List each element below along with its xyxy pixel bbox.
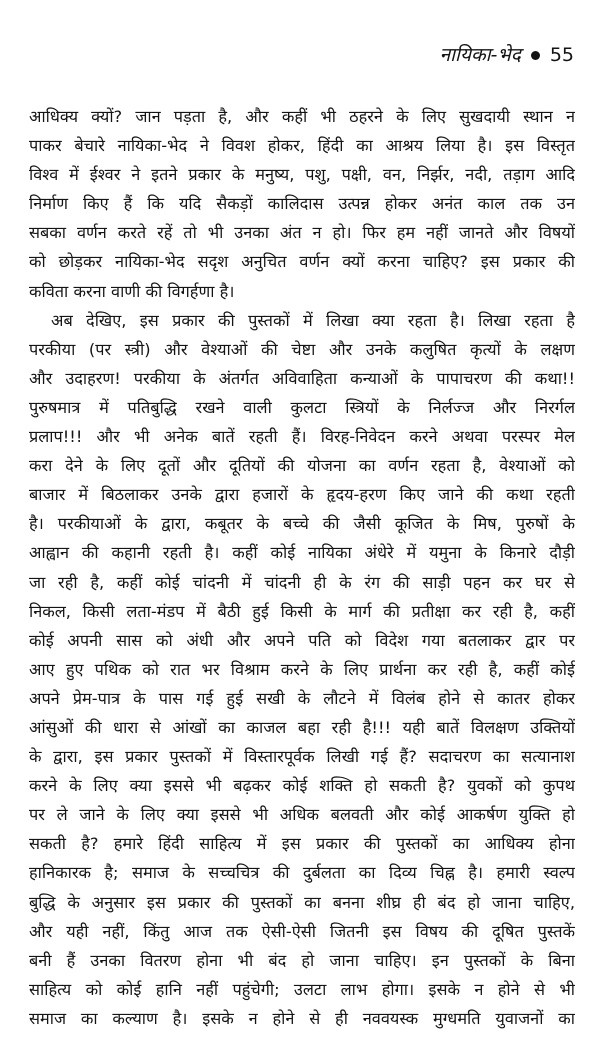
text-line: साहित्य को कोई हानि नहीं पहुंचेगी; उलटा लाभ होगा। इसके न होने से भी [29, 979, 575, 999]
text-line: है। परकीयाओं के द्वारा, कबूतर के बच्चे की जैसी कूजित के मिष, पुरुषों के [29, 514, 575, 534]
bullet-separator [531, 51, 540, 60]
text-line: आह्वान की कहानी रहती है। कहीं कोई नायिका अंधेरे में यमुना के किनारे दौड़ी [29, 543, 575, 563]
text-line: बनी हैं उनका वितरण होना भी बंद हो जाना चाहिए। इन पुस्तकों के बिना [29, 950, 575, 970]
text-line: आधिक्य क्यों? जान पड़ता है, और कहीं भी ठहरने के लिए सुखदायी स्थान न [29, 107, 575, 126]
text-line: पाकर बेचारे नायिका-भेद ने विवश होकर, हिंदी का आश्रय लिया है। इस विस्तृत [29, 136, 575, 156]
text-line: को छोड़कर नायिका-भेद सदृश अनुचित वर्णन क्यों करना चाहिए? इस प्रकार की [29, 252, 575, 272]
text-line: पर ले जाने के लिए क्या इससे भी अधिक बलवती और कोई आकर्षण युक्ति हो [29, 805, 575, 825]
text-line: अपने प्रेम-पात्र के पास गई हुई सखी के लौटने में विलंब होने से कातर होकर [29, 688, 575, 708]
paragraph-start-line: अब देखिए, इस प्रकार की पुस्तकों में लिखा क्या रहता है। लिखा रहता है [51, 310, 575, 330]
text-line: करने के लिए क्या इससे भी बढ़कर कोई शक्ति हो सकती है? युवकों को कुपथ [29, 776, 575, 796]
text-line: और यही नहीं, किंतु आज तक ऐसी-ऐसी जितनी इस विषय की दूषित पुस्तकें [29, 921, 575, 941]
text-line: प्रलाप!!! और भी अनेक बातें रहती हैं। विरह-निवेदन करने अथवा परस्पर मेल [29, 427, 575, 447]
running-title: नायिका-भेद [439, 44, 521, 66]
text-line: परकीया (पर स्त्री) और वेश्याओं की चेष्टा और उनके कलुषित कृत्यों के लक्षण [29, 339, 575, 359]
text-line: और उदाहरण! परकीया के अंतर्गत अविवाहिता कन्याओं के पापाचरण की कथा!! [29, 368, 575, 388]
text-line: जा रही है, कहीं कोई चांदनी में चांदनी ही के रंग की साड़ी पहन कर घर से [29, 572, 575, 592]
text-line: के द्वारा, इस प्रकार पुस्तकों में विस्तारपूर्वक लिखी गई हैं? सदाचरण का सत्यानाश [29, 747, 575, 767]
text-line: करा देने के लिए दूतों और दूतियों की योजना का वर्णन रहता है, वेश्याओं को [29, 456, 575, 476]
text-line: विश्व में ईश्वर ने इतने प्रकार के मनुष्य, पशु, पक्षी, वन, निर्झर, नदी, तड़ाग आदि [29, 165, 575, 185]
text-line: बाजार में बिठलाकर उनके द्वारा हजारों के हृदय-हरण किए जाने की कथा रहती [29, 485, 575, 505]
text-line: निकल, किसी लता-मंडप में बैठी हुई किसी के मार्ग की प्रतीक्षा कर रही है, कहीं [29, 601, 575, 621]
running-header [440, 46, 574, 65]
text-line: निर्माण किए हैं कि यदि सैकड़ों कालिदास उत्पन्न होकर अनंत काल तक उन [29, 194, 575, 214]
page-number: 55 [549, 44, 574, 66]
body-text [29, 102, 575, 1033]
text-line: समाज का कल्याण है। इसके न होने से ही नववयस्क मुग्धमति युवाजनों का [29, 1008, 575, 1028]
text-line: हानिकारक है; समाज के सच्चचित्र की दुर्बलता का दिव्य चिह्न है। हमारी स्वल्प [29, 863, 575, 883]
text-line: सबका वर्णन करते रहें तो भी उनका अंत न हो। फिर हम नहीं जानते और विषयों [29, 223, 575, 243]
text-line: कविता करना वाणी की विगर्हणा है। [29, 281, 235, 301]
text-line: पुरुषमात्र में पतिबुद्धि रखने वाली कुलटा स्त्रियों के निर्लज्ज और निरर्गल [29, 397, 575, 417]
text-line: सकती है? हमारे हिंदी साहित्य में इस प्रकार की पुस्तकों का आधिक्य होना [29, 834, 575, 854]
text-line: बुद्धि के अनुसार इस प्रकार की पुस्तकों का बनना शीघ्र ही बंद हो जाना चाहिए, [29, 892, 575, 912]
text-line: कोई अपनी सास को अंधी और अपने पति को विदेश गया बतलाकर द्वार पर [29, 630, 575, 650]
text-line: आए हुए पथिक को रात भर विश्राम करने के लिए प्रार्थना कर रही है, कहीं कोई [29, 659, 575, 679]
text-line: आंसुओं की धारा से आंखों का काजल बहा रही है!!! यही बातें विलक्षण उक्तियों [29, 717, 575, 737]
